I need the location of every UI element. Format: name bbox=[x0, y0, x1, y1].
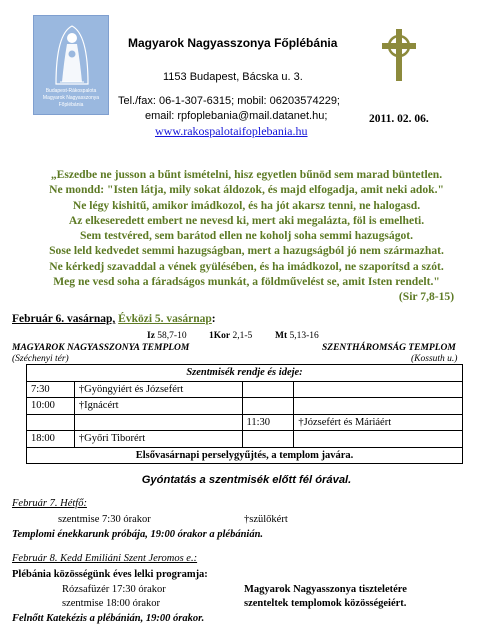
mass-intention bbox=[294, 431, 463, 448]
feb7-heading: Február 7. Hétfő: bbox=[12, 498, 87, 509]
mass-intention bbox=[294, 381, 463, 398]
feb7-mass: szentmise 7:30 órakor bbox=[58, 514, 151, 525]
parish-phone: Tel./fax: 06-1-307-6315; mobil: 06203574229; bbox=[118, 95, 340, 107]
logo-text: Budapest-Rákospalota Magyarok Nagyasszonya Főplébánia bbox=[42, 88, 100, 108]
mass-intention: †Ignácért bbox=[74, 398, 242, 415]
parish-name: Magyarok Nagyasszonya Főplébánia bbox=[128, 36, 338, 50]
sunday-date: Február 6. vasárnap, bbox=[12, 313, 116, 325]
church-left-name: MAGYAROK NAGYASSZONYA TEMPLOM bbox=[12, 343, 190, 353]
confession-note: Gyóntatás a szentmisék előtt fél órával. bbox=[141, 474, 352, 486]
quote-line: Ne légy kishitű, amikor imádkozol, és ha jót akarsz tenni, ne halogasd. bbox=[72, 198, 421, 212]
feb8-honor-line-1: Magyarok Nagyasszonya tiszteletére bbox=[244, 584, 407, 595]
mass-time: 11:30 bbox=[242, 414, 294, 431]
mass-intention bbox=[294, 398, 463, 415]
table-row bbox=[27, 381, 463, 398]
quote-line: Az elkeseredett embert ne nevesd ki, mert aki megalázta, föl is emelheti. bbox=[68, 213, 425, 227]
feb8-catechesis: Felnőtt Katekézis a plébánián, 19:00 órakor. bbox=[12, 613, 205, 624]
mass-intention: †Gyöngyiért és Józsefért bbox=[74, 381, 242, 398]
quote-line: Ne mondd: "Isten látja, mily sokat áldozok, és majd elfogadja, amit neki adok." bbox=[49, 183, 444, 197]
scripture-quote bbox=[0, 167, 493, 305]
mass-time bbox=[27, 414, 75, 431]
reading-3: Mt 5,13-16 bbox=[275, 331, 319, 341]
feb8-program: Plébánia közösségünk éves lelki programja: bbox=[12, 569, 208, 580]
mass-schedule-table bbox=[26, 364, 463, 464]
quote-line: Sem testvéred, sem barátod ellen ne koholj soha semmi hazugságot. bbox=[79, 229, 414, 243]
table-row bbox=[27, 414, 463, 431]
feb7-note: Templomi énekkarunk próbája, 19:00 órakor a plébánián. bbox=[12, 529, 264, 540]
feb8-heading: Február 8. Kedd Emiliáni Szent Jeromos e.: bbox=[12, 553, 198, 564]
church-right-location: (Kossuth u.) bbox=[411, 354, 458, 364]
parish-logo bbox=[33, 15, 109, 115]
quote-line: Meg ne vesd soha a fáradságos munkát, a földművelést se, amit Isten rendelt." bbox=[53, 275, 440, 289]
quote-citation: (Sir 7,8-15) bbox=[398, 290, 455, 304]
feb8-honor-line-2: szenteltek templomok közösségeiért. bbox=[244, 598, 407, 609]
table-row bbox=[27, 398, 463, 415]
quote-line: Ne kérkedj szavaddal a vének gyülésében, és ha imádkozol, ne szaporítsd a szót. bbox=[49, 259, 444, 273]
quote-line: Sose leld kedvedet semmi hazugságban, mert a hazugságból jó nem származhat. bbox=[49, 244, 444, 258]
mass-time: 10:00 bbox=[27, 398, 75, 415]
reading-1: Iz 58,7-10 bbox=[147, 331, 187, 341]
mass-time bbox=[242, 381, 294, 398]
mass-time: 18:00 bbox=[27, 431, 75, 448]
mass-intention bbox=[74, 414, 242, 431]
church-left-location: (Széchenyi tér) bbox=[12, 354, 69, 364]
church-right-name: SZENTHÁROMSÁG TEMPLOM bbox=[322, 343, 456, 353]
celtic-cross-icon bbox=[379, 27, 419, 83]
feb7-intention: †szülőkért bbox=[244, 514, 288, 525]
sunday-heading: Február 6. vasárnap, Évközi 5. vasárnap: bbox=[12, 313, 216, 325]
table-title: Szentmisék rendje és ideje: bbox=[27, 365, 463, 382]
quote-line: „Eszedbe ne jusson a bűnt ismételni, hisz egyetlen bűnöd sem marad büntetlen. bbox=[50, 168, 443, 181]
mass-intention: †Józsefért és Máriáért bbox=[294, 414, 463, 431]
parish-address: 1153 Budapest, Bácska u. 3. bbox=[163, 71, 303, 83]
table-footer: Elsővasárnapi perselygyűjtés, a templom javára. bbox=[27, 447, 463, 464]
reading-2: 1Kor 2,1-5 bbox=[209, 331, 253, 341]
parish-email: email: rpfoplebania@mail.datanet.hu; bbox=[145, 110, 328, 122]
website-link[interactable]: www.rakospalotaifoplebania.hu bbox=[155, 124, 308, 138]
feb8-rosary: Rózsafüzér 17:30 órakor bbox=[62, 584, 166, 595]
bulletin-date: 2011. 02. 06. bbox=[369, 113, 429, 125]
sunday-week: Évközi 5. vasárnap bbox=[118, 313, 212, 325]
table-row bbox=[27, 431, 463, 448]
feb8-mass: szentmise 18:00 órakor bbox=[62, 598, 160, 609]
mass-intention: †Győri Tiborért bbox=[74, 431, 242, 448]
mass-time bbox=[242, 431, 294, 448]
mass-time bbox=[242, 398, 294, 415]
mass-time: 7:30 bbox=[27, 381, 75, 398]
